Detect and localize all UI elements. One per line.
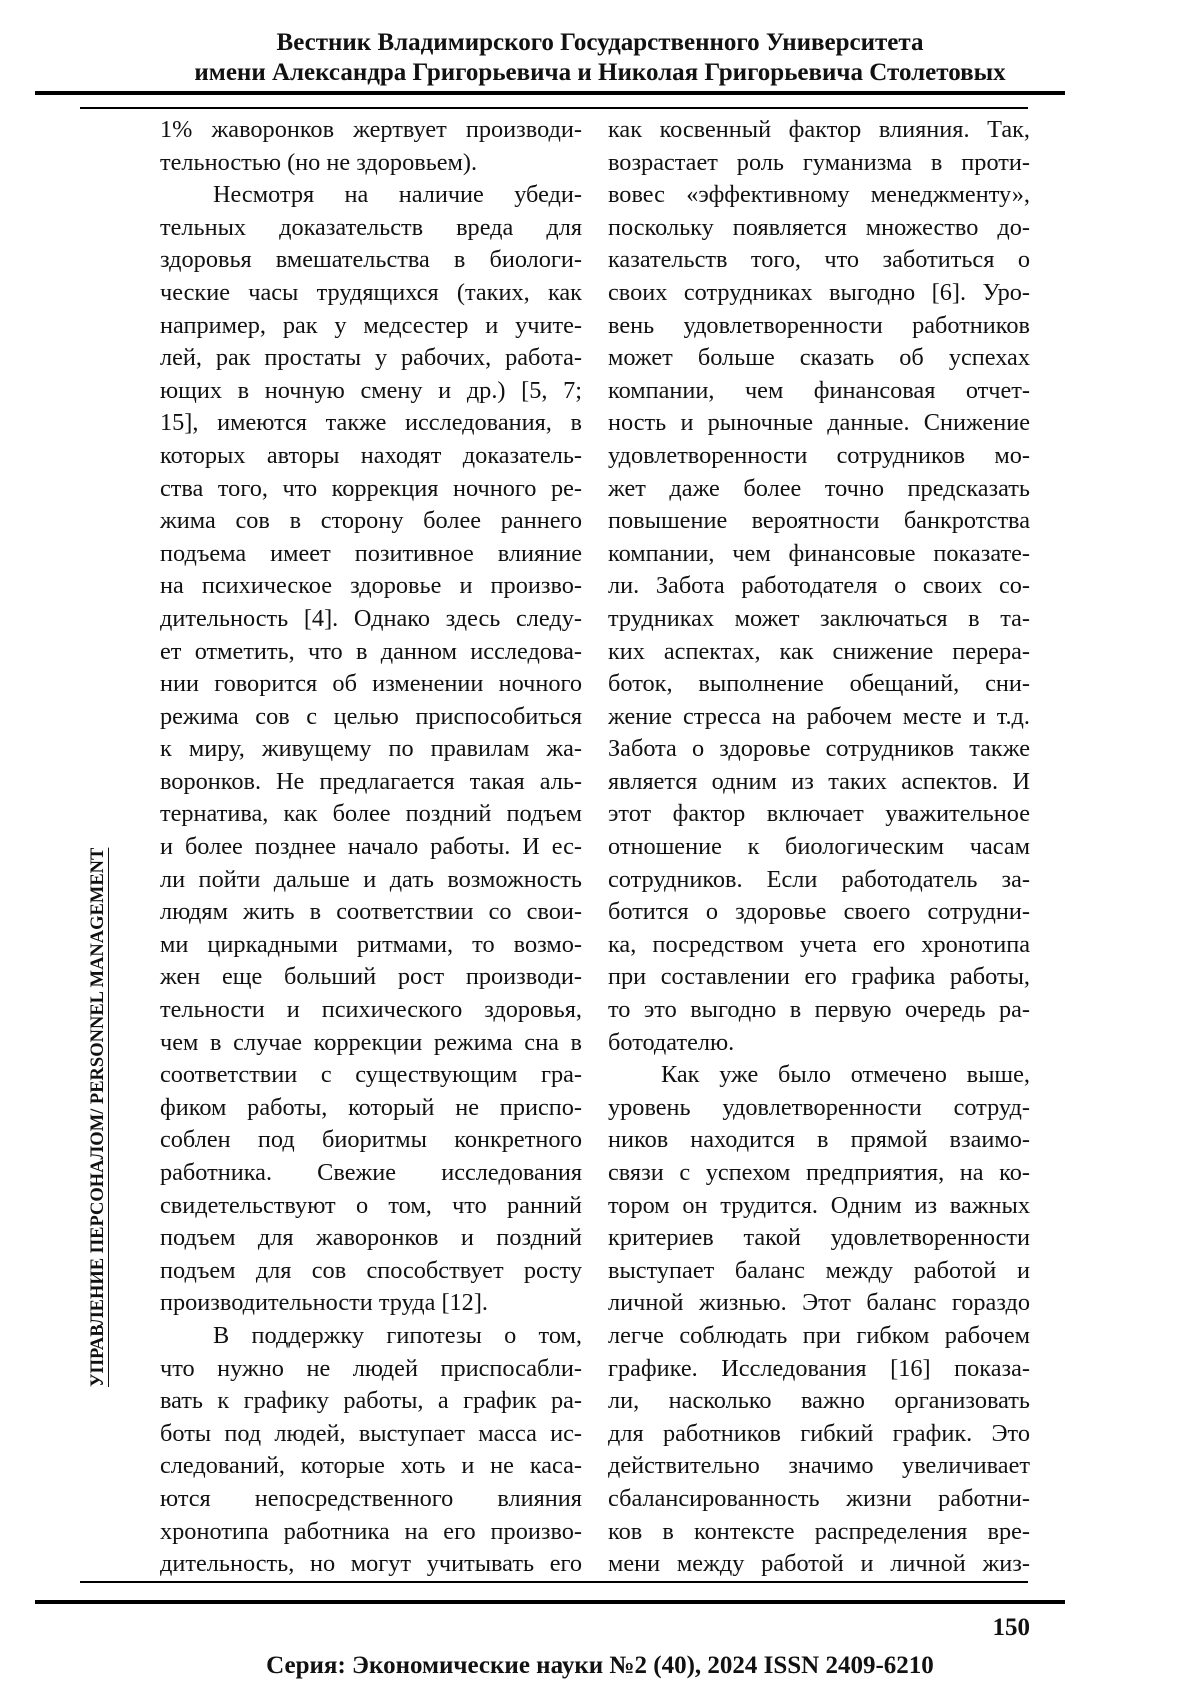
paragraph	[160, 179, 582, 1320]
series-footer: Серия: Экономические науки №2 (40), 2024 ISSN 2409-6210	[0, 1652, 1200, 1680]
text-line: к миру, живущему по правилам жа-	[160, 733, 582, 766]
text-line: жен еще больший рост производи-	[160, 961, 582, 994]
text-line: уровень удовлетворенности сотруд-	[608, 1092, 1030, 1125]
text-line: ющих в ночную смену и др.) [5, 7;	[160, 375, 582, 408]
text-line: отношение к биологическим часам	[608, 831, 1030, 864]
text-line: 1% жаворонков жертвует производи-	[160, 114, 582, 147]
text-line: ких аспектах, как снижение перера-	[608, 636, 1030, 669]
text-line: 15], имеются также исследования, в	[160, 407, 582, 440]
text-line: подъем для жаворонков и поздний	[160, 1222, 582, 1255]
text-line: является одним из таких аспектов. И	[608, 766, 1030, 799]
text-line: критериев такой удовлетворенности	[608, 1222, 1030, 1255]
text-line: ков в контексте распределения вре-	[608, 1516, 1030, 1549]
text-line: поскольку появляется множество до-	[608, 212, 1030, 245]
text-line: тельности и психического здоровья,	[160, 994, 582, 1027]
text-line: мени между работой и личной жиз-	[608, 1548, 1030, 1581]
text-line: ботодателю.	[608, 1027, 1030, 1060]
text-line: вать к графику работы, а график ра-	[160, 1385, 582, 1418]
text-line: воронков. Не предлагается такая аль-	[160, 766, 582, 799]
text-line: тернатива, как более поздний подъем	[160, 798, 582, 831]
text-line: своих сотрудниках выгодно [6]. Уро-	[608, 277, 1030, 310]
text-line: В поддержку гипотезы о том,	[160, 1320, 582, 1353]
text-column-left	[160, 114, 582, 1581]
text-line: фиком работы, который не приспо-	[160, 1092, 582, 1125]
footer-thin-rule	[80, 1581, 1028, 1583]
text-line: работника. Свежие исследования	[160, 1157, 582, 1190]
text-line: ли. Забота работодателя о своих со-	[608, 570, 1030, 603]
text-line: и более позднее начало работы. И ес-	[160, 831, 582, 864]
text-line: ства того, что коррекция ночного ре-	[160, 473, 582, 506]
text-line: соответствии с существующим гра-	[160, 1059, 582, 1092]
text-line: легче соблюдать при гибком рабочем	[608, 1320, 1030, 1353]
text-line: компании, чем финансовые показате-	[608, 538, 1030, 571]
text-line: жет даже более точно предсказать	[608, 473, 1030, 506]
text-line: как косвенный фактор влияния. Так,	[608, 114, 1030, 147]
text-line: действительно значимо увеличивает	[608, 1450, 1030, 1483]
text-line: боты под людей, выступает масса ис-	[160, 1418, 582, 1451]
text-line: жение стресса на рабочем месте и т.д.	[608, 701, 1030, 734]
text-line: вовес «эффективному менеджменту»,	[608, 179, 1030, 212]
text-line: здоровья вмешательства в биологи-	[160, 244, 582, 277]
text-line: ботится о здоровье своего сотрудни-	[608, 896, 1030, 929]
text-line: личной жизнью. Этот баланс гораздо	[608, 1287, 1030, 1320]
text-line: возрастает роль гуманизма в проти-	[608, 147, 1030, 180]
journal-title-line-1: Вестник Владимирского Государственного Университета	[0, 28, 1200, 58]
text-line: чем в случае коррекции режима сна в	[160, 1027, 582, 1060]
paragraph	[608, 114, 1030, 1059]
page-number: 150	[993, 1614, 1031, 1642]
text-line: лей, рак простаты у рабочих, работа-	[160, 342, 582, 375]
text-line: сотрудников. Если работодатель за-	[608, 864, 1030, 897]
text-line: графике. Исследования [16] показа-	[608, 1353, 1030, 1386]
text-line: Как уже было отмечено выше,	[608, 1059, 1030, 1092]
text-line: ческие часы трудящихся (таких, как	[160, 277, 582, 310]
text-line: производительности труда [12].	[160, 1287, 582, 1320]
text-line: нии говорится об изменении ночного	[160, 668, 582, 701]
text-line: хронотипа работника на его произво-	[160, 1516, 582, 1549]
paragraph	[160, 1320, 582, 1581]
text-line: тельностью (но не здоровьем).	[160, 147, 582, 180]
text-line: ли пойти дальше и дать возможность	[160, 864, 582, 897]
text-line: ли, насколько важно организовать	[608, 1385, 1030, 1418]
text-line: может больше сказать об успехах	[608, 342, 1030, 375]
journal-title-line-2: имени Александра Григорьевича и Николая Григорьевича Столетовых	[0, 58, 1200, 88]
text-line: тельных доказательств вреда для	[160, 212, 582, 245]
text-line: на психическое здоровье и произво-	[160, 570, 582, 603]
text-line: ность и рыночные данные. Снижение	[608, 407, 1030, 440]
text-line: удовлетворенности сотрудников мо-	[608, 440, 1030, 473]
text-line: компании, чем финансовая отчет-	[608, 375, 1030, 408]
text-line: этот фактор включает уважительное	[608, 798, 1030, 831]
text-line: дительность, но могут учитывать его	[160, 1548, 582, 1581]
text-line: вень удовлетворенности работников	[608, 310, 1030, 343]
text-column-right	[608, 114, 1030, 1581]
section-sidebar-label: УПРАВЛЕНИЕ ПЕРСОНАЛОМ/ PERSONNEL MANAGEMENT	[86, 818, 110, 1416]
text-line: свидетельствуют о том, что ранний	[160, 1190, 582, 1223]
text-line: режима сов с целью приспособиться	[160, 701, 582, 734]
text-line: для работников гибкий график. Это	[608, 1418, 1030, 1451]
text-line: Забота о здоровье сотрудников также	[608, 733, 1030, 766]
text-line: сбалансированность жизни работни-	[608, 1483, 1030, 1516]
text-line: соблен под биоритмы конкретного	[160, 1124, 582, 1157]
text-line: боток, выполнение обещаний, сни-	[608, 668, 1030, 701]
text-line: повышение вероятности банкротства	[608, 505, 1030, 538]
text-line: дительность [4]. Однако здесь следу-	[160, 603, 582, 636]
text-line: подъема имеет позитивное влияние	[160, 538, 582, 571]
text-line: связи с успехом предприятия, на ко-	[608, 1157, 1030, 1190]
text-line: ми циркадными ритмами, то возмо-	[160, 929, 582, 962]
text-line: жима сов в сторону более раннего	[160, 505, 582, 538]
paragraph	[608, 1059, 1030, 1581]
text-line: подъем для сов способствует росту	[160, 1255, 582, 1288]
text-line: Несмотря на наличие убеди-	[160, 179, 582, 212]
text-line: то это выгодно в первую очередь ра-	[608, 994, 1030, 1027]
text-line: выступает баланс между работой и	[608, 1255, 1030, 1288]
footer-thick-rule	[35, 1600, 1065, 1604]
text-line: например, рак у медсестер и учите-	[160, 310, 582, 343]
text-line: тором он трудится. Одним из важных	[608, 1190, 1030, 1223]
header-thick-rule	[35, 91, 1065, 95]
paragraph	[160, 114, 582, 179]
header-thin-rule	[80, 107, 1028, 109]
text-line: людям жить в соответствии со свои-	[160, 896, 582, 929]
text-line: что нужно не людей приспосабли-	[160, 1353, 582, 1386]
text-line: ка, посредством учета его хронотипа	[608, 929, 1030, 962]
text-line: ет отметить, что в данном исследова-	[160, 636, 582, 669]
text-line: казательств того, что заботиться о	[608, 244, 1030, 277]
text-line: ников находится в прямой взаимо-	[608, 1124, 1030, 1157]
text-line: трудниках может заключаться в та-	[608, 603, 1030, 636]
text-line: следований, которые хоть и не каса-	[160, 1450, 582, 1483]
text-line: при составлении его графика работы,	[608, 961, 1030, 994]
text-line: которых авторы находят доказатель-	[160, 440, 582, 473]
text-line: ются непосредственного влияния	[160, 1483, 582, 1516]
